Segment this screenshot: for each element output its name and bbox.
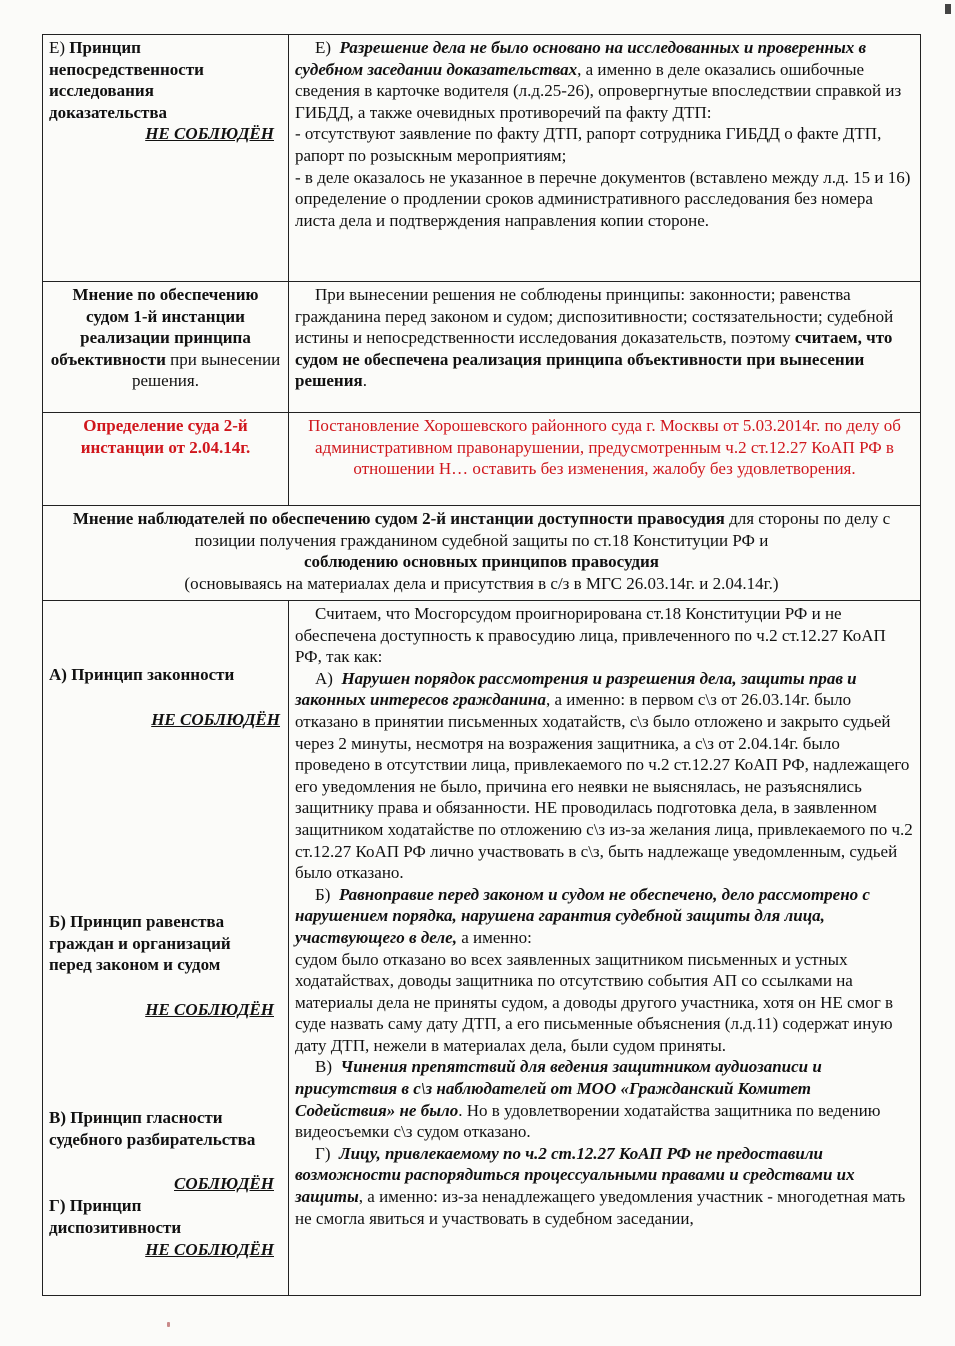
principles-labels bbox=[43, 601, 289, 1295]
row-second-instance-ruling bbox=[43, 413, 920, 506]
observers-opinion-header: Мнение наблюдателей по обеспечению судом 2-й инстанции доступности правосудия для стороны по делу с позиции получения гражданином судебной защиты по ст.18 Конституции РФ и соблюдению основных принципов правосудия (основываясь на материалах дела и присутствия в с/з в МГС 26.03.14г. и 2.04.14г.) bbox=[72, 509, 891, 593]
principle-v-status: СОБЛЮДЁН bbox=[174, 1174, 274, 1193]
principle-g-text: Г) Лицу, привлекаемому по ч.2 ст.12.27 КоАП РФ не предоставили возможности распорядиться процессуальными правами и средствами их защиты, а именно: из-за ненадлежащего уведомления участник - многодетная мать не смогла явиться и участвовать в судебном заседании, bbox=[295, 1143, 906, 1228]
opinion-first-instance-label: Мнение по обеспечению судом 1-й инстанции реализации принципа объективности при вынесении решения. bbox=[43, 282, 289, 412]
principle-v-text: В) Чинения препятствий для ведения защитником аудиозаписи и присутствия в с\з наблюдателей от МОО «Гражданский Комитет Содействия» не было. Но в удовлетворении ходатайства защитника по ведению видеосъемки с\з судом отказано. bbox=[295, 1057, 881, 1142]
principle-v-label: В) Принцип гласности судебного разбирательства bbox=[49, 1108, 256, 1149]
opinion-first-instance-text: При вынесении решения не соблюдены принципы: законности; равенства гражданина перед законом и судом; диспозитивности; состязательности; судебной истины и непосредственности исследования доказательств, поэтому считаем, что судом не обеспечена реализация принципа объективности при вынесении решения. bbox=[295, 285, 894, 391]
bullet-item: - в деле оказалось не указанное в перечне документов (вставлено между л.д. 15 и 16) определение о продлении сроков административного расследования без номера листа дела и подтверждения направления копии стороне. bbox=[295, 167, 911, 230]
principle-e-cell bbox=[43, 35, 289, 281]
observation-table bbox=[42, 34, 921, 1296]
principle-a-text: А) Нарушен порядок рассмотрения и разрешения дела, защиты прав и законных интересов гражданина, а именно: в первом с\з от 26.03.14г. было отказано в принятии письменных ходатайств, с\з было отложено и закрыто судьей через 2 минуты, несмотря на возражения защитника, а с\з от 2.04.14г. было проведено в отсутствии лица, привлекаемого по ч.2 ст.12.27 КоАП РФ, надлежащего его уведомления не было, причина его неявки не выяснялась, не разъяснялись защитнику права и обязанности. НЕ проводилась подготовка дела, в заявленном защитником ходатайстве по отложению с\з из-за желания лица, привлекаемого по ч.2 ст.12.27 КоАП РФ лично участвовать в с\з, быть надлежаще уведомленным, судьей было отказано. bbox=[295, 668, 913, 883]
row-principle-e bbox=[43, 35, 920, 282]
principle-a-status: НЕ СОБЛЮДЁН bbox=[151, 710, 280, 729]
row-observers-opinion-header bbox=[43, 506, 920, 601]
principle-g-label: Г) Принцип диспозитивности bbox=[49, 1196, 182, 1237]
principle-e-label: Е) Принцип непосредственности исследования доказательства bbox=[49, 38, 204, 122]
ruling-label: Определение суда 2-й инстанции от 2.04.14г. bbox=[43, 413, 289, 505]
principle-e-text: Е) Разрешение дела не было основано на исследованных и проверенных в судебном заседании доказательствах, а именно в деле оказались ошибочные сведения в карточке водителя (л.д.25-26), опровергнутые впоследствии справкой из ГИБДД, а также очевидных противоречий па факту ДТП: - отсутствуют заявление по факту ДТП, рапорт сотрудника ГИБДД о факте ДТП, рапорт по розыскным мероприятиям; - в деле оказалось не указанное в перечне документов (вставлено между л.д. 15 и 16) определение о продлении сроков административного расследования без номера листа дела и подтверждения направления копии стороне. bbox=[289, 35, 920, 281]
principle-b-detail: судом было отказано во всех заявленных защитником письменных и устных ходатайствах, доводы защитника по отсутствию события АП со ссылками на материалы дела не приняты судом, а доводы другого участника, хотя он НЕ смог в суде назвать саму дату ДТП, а его письменные объяснения (л.д.11) содержат иную дату ДТП, нежели в материалах дела, были судом приняты. bbox=[295, 949, 894, 1055]
ruling-text: Постановление Хорошевского районного суда г. Москвы от 5.03.2014г. по делу об административном правонарушении, предусмотренным ч.2 ст.12.27 КоАП РФ в отношении Н… оставить без изменения, жалобу без удовлетворения. bbox=[308, 416, 901, 479]
principle-b-label: Б) Принцип равенства граждан и организаций перед законом и судом bbox=[49, 912, 231, 975]
row-opinion-first-instance bbox=[43, 282, 920, 413]
principle-g-status: НЕ СОБЛЮДЁН bbox=[145, 1240, 274, 1259]
scan-corner-mark bbox=[945, 4, 951, 14]
scan-speck bbox=[167, 1322, 170, 1327]
row-principles-detail bbox=[43, 601, 920, 1295]
bullet-item: - отсутствуют заявление по факту ДТП, рапорт сотрудника ГИБДД о факте ДТП, рапорт по розыскным мероприятиям; bbox=[295, 124, 882, 165]
principle-a-label: А) Принцип законности bbox=[49, 665, 235, 684]
principle-b-status: НЕ СОБЛЮДЁН bbox=[145, 1000, 274, 1019]
principles-intro: Считаем, что Мосгорсудом проигнорирована ст.18 Конституции РФ и не обеспечена доступность к правосудию лица, привлеченного по ч.2 ст.12.27 КоАП РФ, так как: bbox=[295, 604, 886, 667]
principles-text bbox=[289, 601, 920, 1295]
principle-b-text: Б) Равноправие перед законом и судом не обеспечено, дело рассмотрено с нарушением порядка, нарушена гарантия судебной защиты для лица, участвующего в деле, а именно: bbox=[295, 884, 870, 947]
principle-e-status: НЕ СОБЛЮДЁН bbox=[145, 124, 274, 144]
